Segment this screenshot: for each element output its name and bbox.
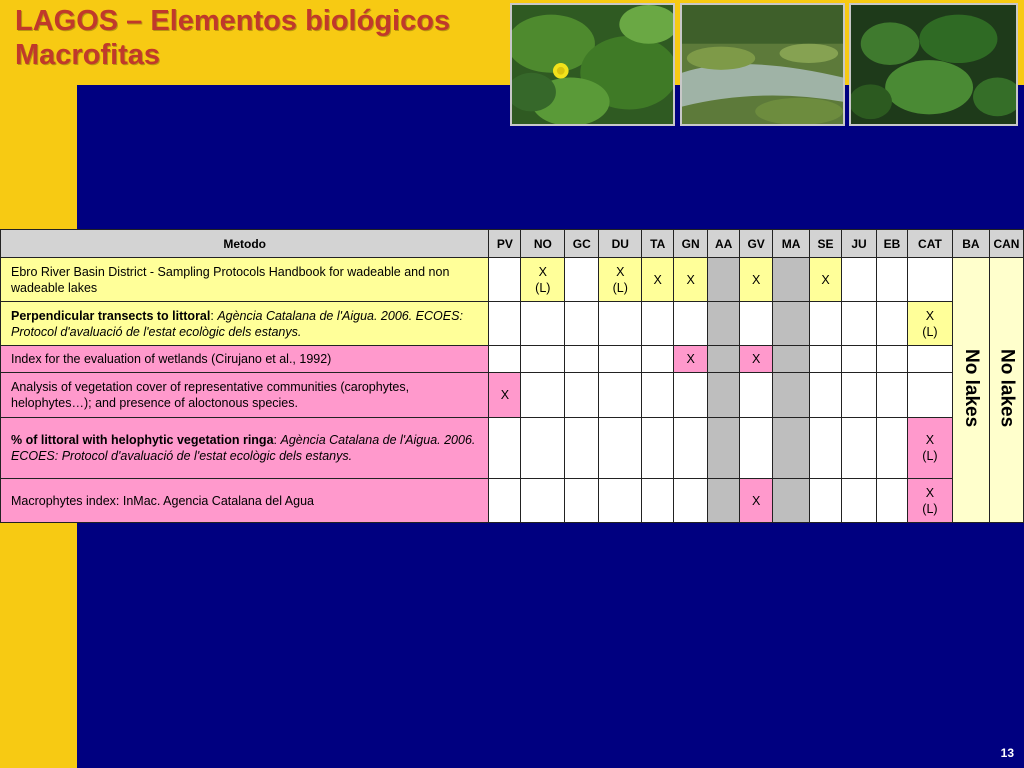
- country-cell-gn: [674, 418, 708, 479]
- country-cell-aa: [708, 373, 740, 418]
- country-cell-gv: [740, 418, 773, 479]
- country-cell-cat: [907, 258, 952, 302]
- cell-mark: X: [500, 388, 510, 402]
- country-cell-ju: [842, 258, 877, 302]
- country-cell-aa: [708, 302, 740, 346]
- dense-macrophytes-photo: [849, 3, 1018, 126]
- country-cell-ju: [842, 302, 877, 346]
- title-line-1: LAGOS – Elementos biológicos: [15, 5, 451, 37]
- country-cell-se: [810, 418, 842, 479]
- methods-table: [0, 229, 1024, 523]
- country-cell-gv: [740, 346, 773, 373]
- method-text: :: [210, 308, 218, 323]
- cell-mark: X: [821, 272, 830, 287]
- country-cell-ju: [842, 346, 877, 373]
- col-header-gn: GN: [674, 230, 708, 258]
- country-cell-gn: [674, 479, 708, 523]
- country-cell-gv: [740, 479, 773, 523]
- country-cell-ju: [842, 373, 877, 418]
- country-cell-no: [521, 479, 565, 523]
- country-cell-se: [810, 258, 842, 302]
- table-header-row: [1, 230, 1024, 258]
- col-header-can: CAN: [989, 230, 1023, 258]
- country-cell-ma: [773, 418, 810, 479]
- country-cell-aa: [708, 418, 740, 479]
- method-text: Analysis of vegetation cover of representative communities (carophytes, helophytes…); and presence of aloctonous species.: [11, 380, 410, 410]
- country-cell-du: [599, 418, 642, 479]
- page-number: 13: [1000, 746, 1014, 760]
- country-cell-ta: [642, 373, 674, 418]
- col-header-no: NO: [521, 230, 565, 258]
- country-cell-no: [521, 258, 565, 302]
- country-cell-aa: [708, 258, 740, 302]
- country-cell-pv: [489, 373, 521, 418]
- country-cell-ju: [842, 479, 877, 523]
- country-cell-ta: [642, 258, 674, 302]
- col-header-ju: JU: [842, 230, 877, 258]
- table-row: [1, 418, 1024, 479]
- method-text: Macrophytes index: InMac. Agencia Catalana del Agua: [11, 493, 314, 508]
- country-cell-gc: [565, 302, 599, 346]
- table-row: [1, 346, 1024, 373]
- method-text: Agència Catalana de l'Aigua. 2006. ECOES: Protocol d'avaluació de l'estat ecològic dels estanys.: [11, 433, 476, 463]
- cell-mark: X (L): [535, 264, 551, 295]
- method-cell: [1, 258, 489, 302]
- country-cell-ma: [773, 373, 810, 418]
- col-header-gv: GV: [740, 230, 773, 258]
- col-header-du: DU: [599, 230, 642, 258]
- country-cell-no: [521, 373, 565, 418]
- method-text: Perpendicular transects to littoral: [11, 308, 211, 323]
- country-cell-gv: [740, 258, 773, 302]
- method-column-header: Metodo: [1, 230, 489, 258]
- country-cell-eb: [877, 479, 908, 523]
- country-cell-gc: [565, 479, 599, 523]
- country-cell-du: [599, 373, 642, 418]
- cell-mark: X: [751, 493, 761, 508]
- country-cell-du: [599, 258, 642, 302]
- country-cell-gc: [565, 418, 599, 479]
- method-cell: [1, 373, 489, 418]
- method-cell: [1, 302, 489, 346]
- country-cell-cat: [907, 479, 952, 523]
- country-cell-ta: [642, 346, 674, 373]
- cell-mark: X: [751, 272, 761, 287]
- country-cell-eb: [877, 418, 908, 479]
- method-cell: [1, 418, 489, 479]
- country-cell-ju: [842, 418, 877, 479]
- col-header-cat: CAT: [907, 230, 952, 258]
- country-cell-eb: [877, 346, 908, 373]
- col-header-ma: MA: [773, 230, 810, 258]
- cell-mark: X: [653, 272, 662, 287]
- country-cell-gc: [565, 346, 599, 373]
- col-header-aa: AA: [708, 230, 740, 258]
- col-header-ba: BA: [952, 230, 989, 258]
- method-text: Agència Catalana de l'Aigua. 2006. ECOES: Protocol d'avaluació de l'estat ecològic dels estanys.: [11, 308, 463, 339]
- country-cell-no: [521, 302, 565, 346]
- country-cell-pv: [489, 418, 521, 479]
- country-cell-cat: [907, 418, 952, 479]
- col-header-gc: GC: [565, 230, 599, 258]
- method-cell: [1, 479, 489, 523]
- country-cell-pv: [489, 302, 521, 346]
- country-cell-se: [810, 373, 842, 418]
- country-cell-gc: [565, 258, 599, 302]
- country-cell-ma: [773, 258, 810, 302]
- country-cell-gv: [740, 373, 773, 418]
- country-cell-se: [810, 479, 842, 523]
- country-cell-gn: [674, 258, 708, 302]
- country-cell-pv: [489, 258, 521, 302]
- col-header-ta: TA: [642, 230, 674, 258]
- country-cell-eb: [877, 258, 908, 302]
- table-row: [1, 302, 1024, 346]
- country-cell-ma: [773, 346, 810, 373]
- country-cell-pv: [489, 346, 521, 373]
- cell-mark: X: [686, 352, 695, 366]
- country-cell-eb: [877, 302, 908, 346]
- country-cell-ta: [642, 302, 674, 346]
- method-text: :: [273, 433, 281, 447]
- cell-mark: X (L): [922, 485, 938, 516]
- table-row: [1, 258, 1024, 302]
- cell-mark: X: [751, 352, 761, 366]
- country-cell-se: [810, 346, 842, 373]
- col-header-pv: PV: [489, 230, 521, 258]
- title-line-2: Macrofitas: [15, 39, 161, 71]
- country-cell-se: [810, 302, 842, 346]
- cell-mark: X (L): [612, 264, 628, 295]
- no-lakes-ba: [952, 258, 989, 523]
- no-lakes-label: No lakes: [996, 348, 1018, 428]
- country-cell-ma: [773, 479, 810, 523]
- method-text: Ebro River Basin District - Sampling Protocols Handbook for wadeable and non wadeable lakes: [11, 264, 450, 295]
- cell-mark: X (L): [922, 433, 938, 463]
- country-cell-gc: [565, 373, 599, 418]
- water-lily-photo: [510, 3, 675, 126]
- country-cell-no: [521, 346, 565, 373]
- country-cell-eb: [877, 373, 908, 418]
- no-lakes-can: [989, 258, 1023, 523]
- country-cell-cat: [907, 346, 952, 373]
- slide-title: [15, 4, 450, 72]
- col-header-se: SE: [810, 230, 842, 258]
- country-cell-aa: [708, 479, 740, 523]
- col-header-eb: EB: [877, 230, 908, 258]
- method-text: Index for the evaluation of wetlands (Cirujano et al., 1992): [11, 352, 332, 366]
- country-cell-du: [599, 346, 642, 373]
- country-cell-gv: [740, 302, 773, 346]
- country-cell-ta: [642, 418, 674, 479]
- method-text: % of littoral with helophytic vegetation ringa: [11, 433, 274, 447]
- country-cell-gn: [674, 302, 708, 346]
- table-row: [1, 479, 1024, 523]
- cell-mark: X: [686, 272, 695, 287]
- country-cell-pv: [489, 479, 521, 523]
- country-cell-du: [599, 302, 642, 346]
- country-cell-aa: [708, 346, 740, 373]
- stream-vegetation-photo: [680, 3, 845, 126]
- country-cell-gn: [674, 373, 708, 418]
- method-cell: [1, 346, 489, 373]
- country-cell-cat: [907, 373, 952, 418]
- cell-mark: X (L): [922, 308, 938, 339]
- no-lakes-label: No lakes: [960, 348, 982, 428]
- country-cell-ma: [773, 302, 810, 346]
- country-cell-no: [521, 418, 565, 479]
- country-cell-cat: [907, 302, 952, 346]
- country-cell-ta: [642, 479, 674, 523]
- table-row: [1, 373, 1024, 418]
- country-cell-gn: [674, 346, 708, 373]
- country-cell-du: [599, 479, 642, 523]
